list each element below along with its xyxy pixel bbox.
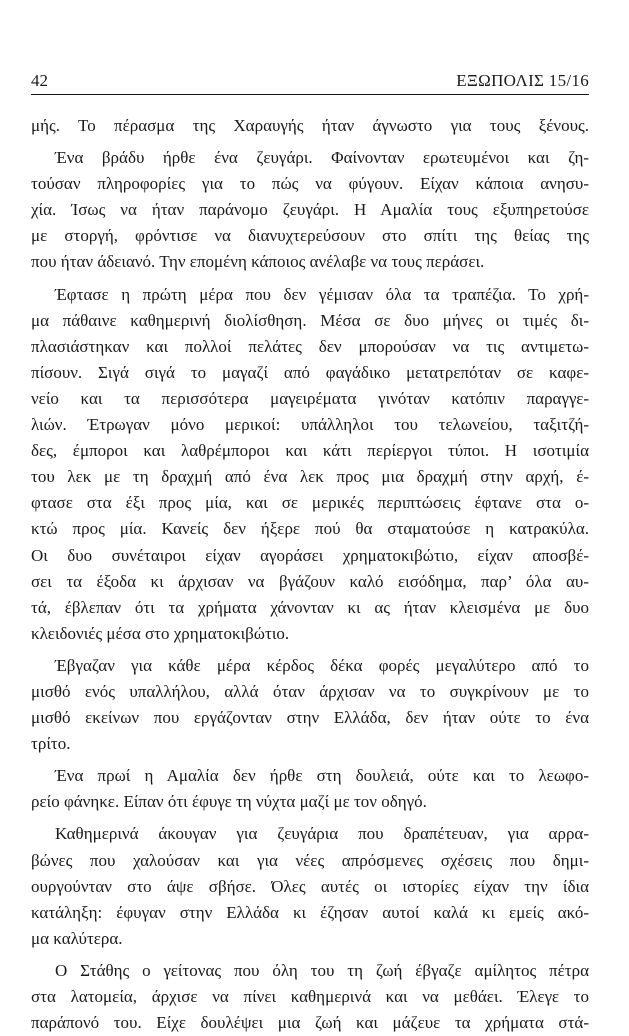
text-line: τρίτο. xyxy=(31,734,71,754)
text-line: μισθό εκείνων που εργάζονταν στην Ελλάδα, δεν ήταν ούτε το ένα xyxy=(31,708,589,728)
text-line: κλειδονιές μέσα στο χρηματοκιβώτιο. xyxy=(31,623,290,643)
text-line: μα πάθαινε καθημερινή διολίσθηση. Μέσα σε δυο μήνες οι τιμές δι- xyxy=(31,310,589,330)
text-line: νείο και τα περισσότερα μαγειρέματα γινόταν κατόπιν παραγγε- xyxy=(31,388,589,408)
text-line: του λεκ με τη δραχμή από ένα λεκ προς μια δραχμή στην αρχή, έ- xyxy=(31,467,589,487)
text-line: Ο Στάθης ο γείτονας που όλη του τη ζωή έβγαζε αμίλητος πέτρα xyxy=(55,960,589,980)
text-line: λιών. Έτρωγαν μόνο μερικοί: υπάλληλοι του τελωνείου, ταξιτζή- xyxy=(31,415,589,435)
text-line: κατάληξη: έφυγαν στην Ελλάδα κι έζησαν αυτοί καλά κι εμείς ακό- xyxy=(31,902,589,922)
text-line: Ένα πρωί η Αμαλία δεν ήρθε στη δουλειά, ούτε και το λεωφο- xyxy=(55,766,589,786)
text-line: μα καλύτερα. xyxy=(31,928,123,948)
text-line: κτώ προς μία. Κανείς δεν ήξερε πού θα σταματούσε η κατρακύλα. xyxy=(31,519,589,539)
text-line: με στοργή, φρόντισε να διανυχτερεύσουν στο σπίτι της θείας της xyxy=(31,226,589,246)
text-line: τά, έβλεπαν ότι τα χρήματα χάνονταν κι ας ήταν κλεισμένα με δυο xyxy=(31,597,589,617)
text-line: χία. Ίσως να ήταν παράνομο ζευγάρι. Η Αμαλία τους εξυπηρετούσε xyxy=(31,200,589,220)
text-line: φτασε στα έξι προς μία, και σε μερικές περιπτώσεις έφτανε στα ο- xyxy=(31,493,589,513)
text-line: Ένα βράδυ ήρθε ένα ζευγάρι. Φαίνονταν ερωτευμένοι και ζη- xyxy=(55,148,589,168)
text-line: ρείο φάνηκε. Είπαν ότι έφυγε τη νύχτα μαζί με τον οδηγό. xyxy=(31,792,427,812)
body-text xyxy=(31,113,589,1036)
text-line: στα λατομεία, άρχισε να πίνει καθημερινά και να μεθάει. Έλεγε το xyxy=(31,987,589,1006)
text-line: παράπονό του. Είχε δουλέψει μια ζωή και μάζευε τα χρήματα στά- xyxy=(31,1013,589,1033)
text-line: μής. Το πέρασμα της Χαραυγής ήταν άγνωστο για τους ξένους. xyxy=(31,116,589,135)
text-line: σει τα έξοδα κι άρχισαν να βγάζουν καλό εισόδημα, παρ’ όλα αυ- xyxy=(31,571,589,591)
text-line: δες, έμποροι και λαθρέμποροι και κάτι περίεργοι τύποι. Η ισοτιμία xyxy=(31,441,589,461)
text-line: ουργούνταν στο άψε σβήσε. Όλες αυτές οι ιστορίες είχαν την ίδια xyxy=(31,876,589,896)
text-line: Έβγαζαν για κάθε μέρα κέρδος δέκα φορές μεγαλύτερο από το xyxy=(55,655,589,675)
text-line: τούσαν πληροφορίες για το πώς να φύγουν. Είχαν κάποια ανησυ- xyxy=(31,174,589,194)
text-line: που ήταν άδειανό. Την επομένη κάποιος ανέλαβε να τους περάσει. xyxy=(31,252,485,272)
text-line: βώνες που χαλούσαν και για νέες απρόσμενες σχέσεις που δημι- xyxy=(31,850,589,870)
text-line: Οι δυο συνέταιροι είχαν αγοράσει χρηματοκιβώτιο, είχαν αποσβέ- xyxy=(31,545,589,565)
running-title: ΕΞΩΠΟΛΙΣ 15/16 xyxy=(456,71,589,90)
text-line: μισθό ενός υπαλλήλου, αλλά όταν άρχισαν να το συγκρίνουν με το xyxy=(31,681,589,701)
text-line: Καθημερινά άκουγαν για ζευγάρια που δραπέτευαν, για αρρα- xyxy=(55,824,589,844)
text-line: πλασιάστηκαν και πολλοί πελάτες δεν μπορούσαν να τις αντιμετω- xyxy=(31,336,589,356)
page-header xyxy=(31,68,589,95)
text-line: Έφτασε η πρώτη μέρα που δεν γέμισαν όλα τα τραπέζια. Το χρή- xyxy=(55,284,589,304)
page-number: 42 xyxy=(31,71,48,90)
text-line: πίσουν. Σιγά σιγά το μαγαζί από φαγάδικο μετατρεπόταν σε καφε- xyxy=(31,362,589,382)
